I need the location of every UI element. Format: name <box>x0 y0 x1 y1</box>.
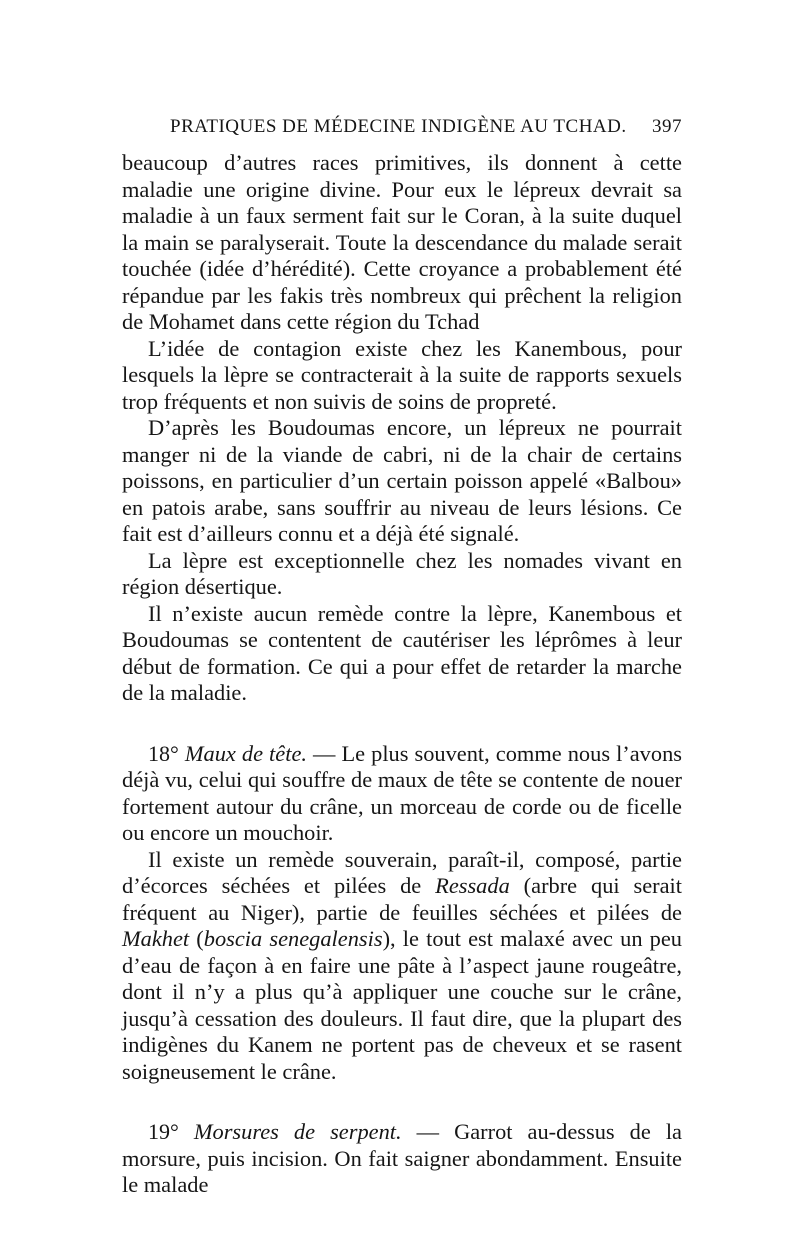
section-19-number: 19° <box>148 1119 179 1144</box>
remedy-text-c: ( <box>189 926 204 951</box>
remedy-text-b: (arbre qui serait fréquent au Niger), partie de feuilles séchées et pilées de <box>122 873 682 925</box>
remedy-text-a: Il existe un remède souverain, paraît-il, composé, partie d’écorces séchées et pilées de <box>122 846 682 898</box>
paragraph-contagion: L’idée de contagion existe chez les Kanembous, pour lesquels la lèpre se contracterait à la suite de rapports sexuels trop fréquents et non suivis de soins de propreté. <box>122 335 682 414</box>
section-18-text: — Le plus souvent, comme nous l’avons déjà vu, celui qui souffre de maux de tête se contente de nouer fortement autour du crâne, un morceau de corde ou de ficelle ou encore un mouchoir. <box>122 740 682 845</box>
section-18-headache <box>122 741 682 847</box>
paragraph-remedy: Il n’existe aucun remède contre la lèpre, Kanembous et Boudoumas se contentent de cautériser les léprômes à leur début de formation. Ce qui a pour effet de retarder la marche de la maladie. <box>122 600 682 705</box>
paragraph-nomads: La lèpre est exceptionnelle chez les nomades vivant en région désertique. <box>122 547 682 599</box>
term-boscia: boscia senegalensis <box>203 926 383 951</box>
page-number: 397 <box>652 116 682 137</box>
paragraph-leprosy-origin: beaucoup d’autres races primitives, ils donnent à cette maladie une origine divine. Pour eux le lépreux devrait sa maladie à un faux serment fait sur le Coran, à la suite duquel la main se paralyserait. Toute la descendance du malade serait touchée (idée d’hérédité). Cette croyance a probablement été répandue par les fakis très nombreux qui prêchent la religion de Mohamet dans cette région du Tchad <box>122 150 682 334</box>
term-makhet: Makhet <box>122 926 190 951</box>
section-18-number: 18° <box>148 740 179 766</box>
header-title: PRATIQUES DE MÉDECINE INDIGÈNE AU TCHAD. <box>170 116 627 137</box>
section-19-text: — Garrot au-dessus de la morsure, puis incision. On fait saigner abondamment. Ensuite le malade <box>122 1119 682 1197</box>
body-text <box>122 150 682 1199</box>
section-19-title: Morsures de serpent. <box>193 1119 402 1144</box>
section-19-snakebite <box>122 1119 682 1199</box>
remedy-text-d: ), le tout est malaxé avec un peu d’eau de façon à en faire une pâte à l’aspect jaune rougeâtre, dont il n’y a plus qu’à appliquer une couche sur le crâne, jusqu’à cessation des douleurs. Il faut dire, que la plupart des indigènes du Kanem ne portent pas de cheveux et se rasent soigneusement le crâne. <box>122 926 683 1084</box>
paragraph-boudoumas: D’après les Boudoumas encore, un lépreux ne pourrait manger ni de la viande de cabri, ni de la chair de certains poissons, en particulier d’un certain poisson appelé «Balbou» en patois arabe, sans souffrir au niveau de leurs lésions. Ce fait est d’ailleurs connu et a déjà été signalé. <box>122 415 682 546</box>
term-ressada: Ressada <box>435 873 510 898</box>
section-18-title: Maux de tête. <box>184 740 307 766</box>
paragraph-headache-remedy <box>122 847 682 1086</box>
